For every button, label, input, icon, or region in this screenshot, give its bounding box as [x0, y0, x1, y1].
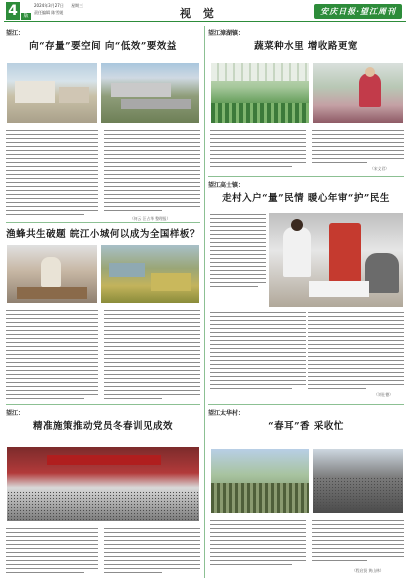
- section-title: 视 觉: [180, 7, 218, 20]
- photo-industrial-park: [100, 62, 200, 124]
- article-headline: 蔬菜种水里 增收路更宽: [254, 41, 358, 52]
- article-bottom-left: [6, 408, 200, 432]
- photo-party-training-meeting: [6, 446, 200, 522]
- column-divider: [204, 26, 205, 578]
- article-kicker: 望江高士镇：: [208, 182, 245, 189]
- photo-farmer-vegetables: [312, 62, 404, 124]
- issue-date: [34, 3, 89, 9]
- photo-fish-ponds-aerial: [100, 244, 200, 304]
- photo-factory-site: [6, 62, 98, 124]
- article-headline: 渔蜂共生破题 皖江小城何以成为全国样板？: [6, 229, 200, 240]
- brand-banner: 安庆日报·望江周刊: [314, 4, 402, 19]
- article-headline: “春耳”香 采收忙: [268, 421, 344, 432]
- article-mid-right: [208, 180, 404, 204]
- article-body: [104, 130, 200, 214]
- section-separator: [208, 404, 404, 405]
- photo-household-visit: [268, 212, 404, 308]
- byline-mid-right: （刘仕德）: [374, 392, 393, 397]
- article-body: [6, 528, 98, 576]
- article-body: [210, 520, 306, 568]
- byline-top-right: （宋义君）: [370, 166, 389, 171]
- article-headline: 走村入户“量”民情 暖心年审“护”民生: [222, 193, 390, 204]
- article-top-left: [6, 28, 200, 52]
- editor-credit: 责任编辑 陈雪媛: [34, 10, 64, 15]
- section-separator: [6, 404, 200, 405]
- article-body: [312, 130, 404, 166]
- article-body: [308, 312, 404, 392]
- page-number-suffix: 版: [21, 13, 31, 20]
- article-body: [210, 130, 306, 170]
- article-bottom-right: [208, 408, 404, 432]
- article-headline: 向“存量”要空间 向“低效”要效益: [29, 41, 177, 52]
- article-headline: 精准施策推动党员冬春训见成效: [32, 421, 173, 432]
- article-body: [210, 312, 306, 392]
- article-kicker: 望江太华村：: [208, 410, 245, 417]
- header-rule: [4, 21, 406, 22]
- article-mid-left: [6, 226, 200, 240]
- article-body: [210, 214, 266, 290]
- photo-fungus-harvest: [312, 448, 404, 514]
- photo-beekeeper: [6, 244, 98, 304]
- article-kicker: 望江漳湖镇：: [208, 30, 245, 37]
- page-number: 4: [6, 2, 20, 20]
- article-kicker: 望江：: [6, 410, 25, 417]
- photo-greenhouse: [210, 62, 310, 124]
- article-body: [6, 130, 98, 218]
- byline-bottom-right: （程启贤 黄山林）: [352, 568, 384, 573]
- photo-fungus-farm-field: [210, 448, 310, 514]
- section-separator: [208, 176, 404, 177]
- byline-top-left: （何云 汪占华 整理报）: [130, 216, 171, 221]
- article-body: [104, 528, 200, 576]
- article-body: [312, 520, 404, 564]
- article-body: [6, 310, 98, 402]
- weekday-text: 星期三: [71, 3, 84, 8]
- page-header: [0, 0, 410, 22]
- article-kicker: 望江：: [6, 30, 25, 37]
- date-text: 2024年3月27日: [34, 3, 64, 8]
- article-body: [104, 310, 200, 402]
- article-top-right: [208, 28, 404, 52]
- section-separator: [6, 222, 200, 223]
